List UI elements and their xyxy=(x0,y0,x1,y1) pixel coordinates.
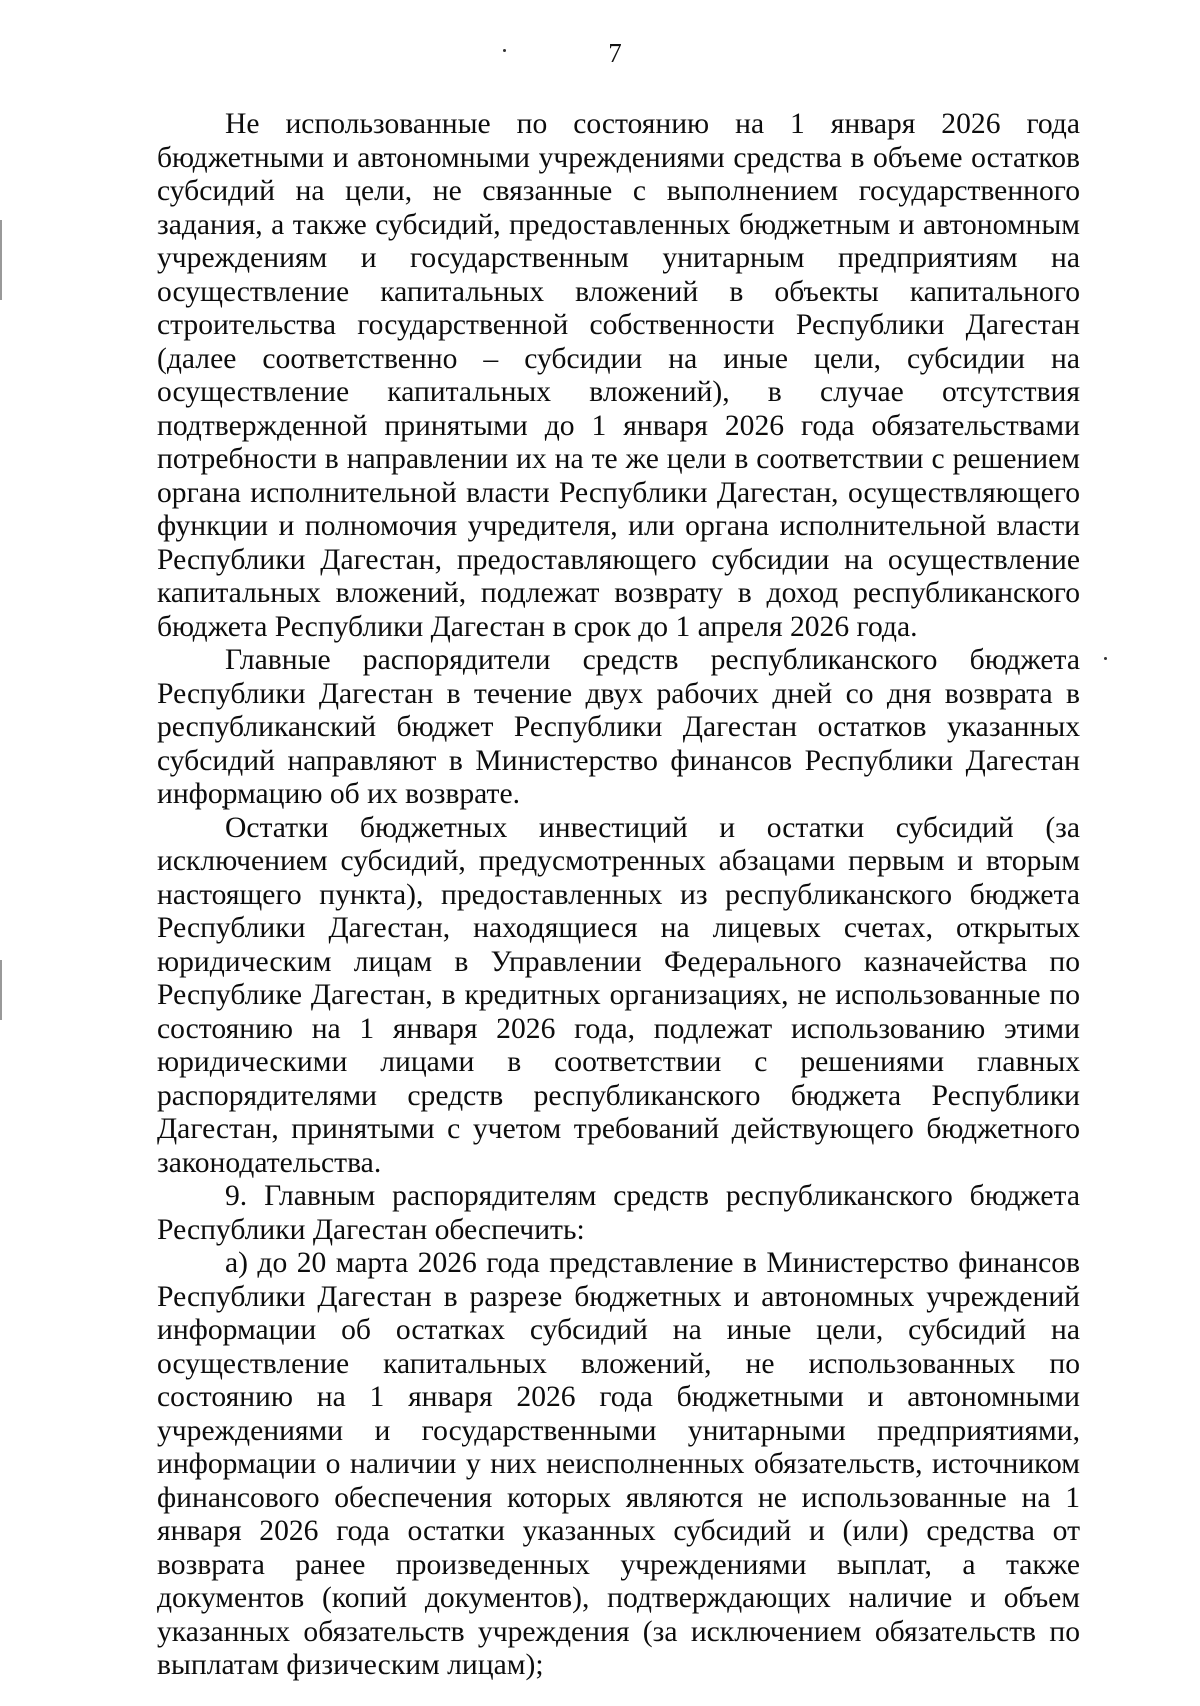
scan-speck xyxy=(1104,657,1107,660)
scan-edge-mark xyxy=(0,960,2,1020)
paragraph-item-9a: а) до 20 марта 2026 года представление в Министерство финансов Республики Дагестан в разрезе бюджетных и автономных учреждений информации об остатках субсидий на иные цели, субсидий на осуществление капитальных вложений, не использованных по состоянию на 1 января 2026 года бюджетными и автономными учреждениями и государственными унитарными предприятиями, информации о наличии у них неисполненных обязательств, источником финансового обеспечения которых являются не использованные на 1 января 2026 года остатки указанных субсидий и (или) средства от возврата ранее произведенных учреждениями выплат, а также документов (копий документов), подтверждающих наличие и объем указанных обязательств учреждения (за исключением обязательств по выплатам физическим лицам); xyxy=(157,1247,1080,1681)
scan-edge-mark xyxy=(0,220,2,300)
paragraph-item-9: 9. Главным распорядителям средств республиканского бюджета Республики Дагестан обеспечить: xyxy=(157,1180,1080,1246)
paragraph-unused-funds-return: Не использованные по состоянию на 1 января 2026 года бюджетными и автономными учреждениями средства в объеме остатков субсидий на цели, не связанные с выполнением государственного задания, а также субсидий, предоставленных бюджетным и автономным учреждениям и государственным унитарным предприятиям на осуществление капитальных вложений в объекты капитального строительства государственной собственности Республики Дагестан (далее соответственно – субсидии на иные цели, субсидии на осуществление капитальных вложений), в случае отсутствия подтвержденной принятыми до 1 января 2026 года обязательствами потребности в направлении их на те же цели в соответствии с решением органа исполнительной власти Республики Дагестан, осуществляющего функции и полномочия учредителя, или органа исполнительной власти Республики Дагестан, предоставляющего субсидии на осуществление капитальных вложений, подлежат возврату в доход республиканского бюджета Республики Дагестан в срок до 1 апреля 2026 года. xyxy=(157,108,1080,643)
page-number: 7 xyxy=(608,38,622,68)
document-body xyxy=(157,108,1080,1683)
paragraph-return-notification: Главные распорядители средств республиканского бюджета Республики Дагестан в течение двух рабочих дней со дня возврата в республиканский бюджет Республики Дагестан остатков указанных субсидий направляют в Министерство финансов Республики Дагестан информацию об их возврате. xyxy=(157,644,1080,810)
paragraph-remaining-investments: Остатки бюджетных инвестиций и остатки субсидий (за исключением субсидий, предусмотренных абзацами первым и вторым настоящего пункта), предоставленных из республиканского бюджета Республики Дагестан, находящиеся на лицевых счетах, открытых юридическим лицам в Управлении Федерального казначейства по Республике Дагестан, в кредитных организациях, не использованные по состоянию на 1 января 2026 года, подлежат использованию этими юридическими лицами в соответствии с решениями главных распорядителями средств республиканского бюджета Республики Дагестан, принятыми с учетом требований действующего бюджетного законодательства. xyxy=(157,811,1080,1179)
